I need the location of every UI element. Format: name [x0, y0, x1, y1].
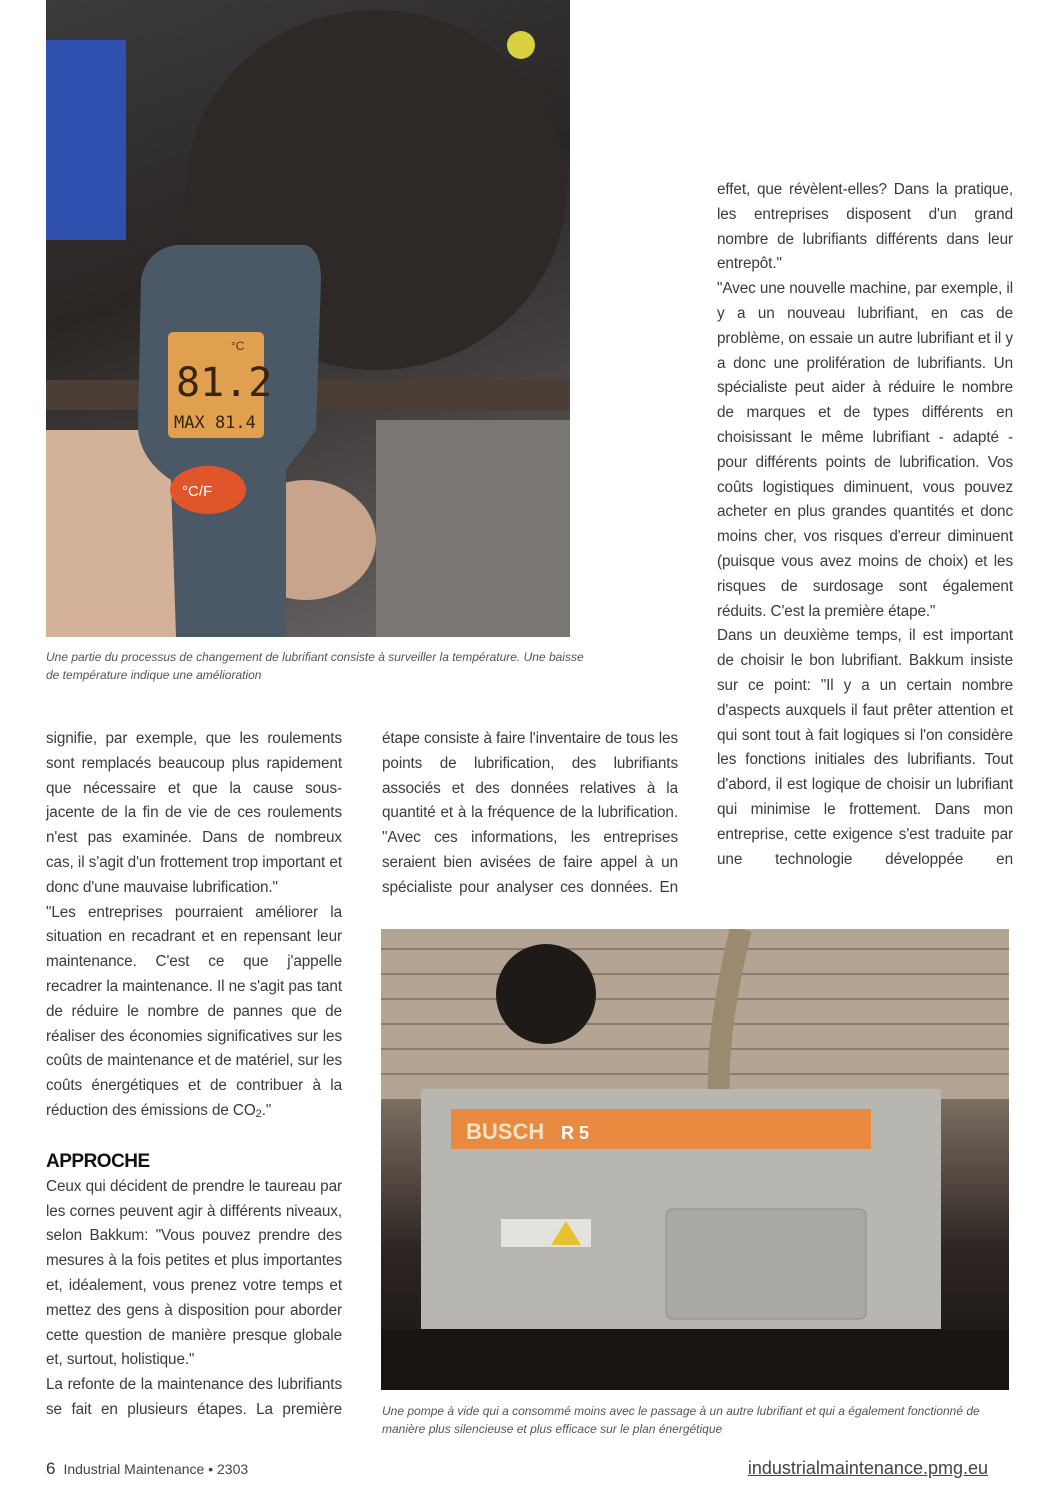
- photo-caption-thermometer: Une partie du processus de changement de lubrifiant consiste à surveiller la température. Une baisse de température indique une amélioration: [46, 650, 584, 682]
- paragraph: [46, 901, 342, 1127]
- thermometer-photo: [46, 0, 570, 637]
- subscript: 2: [255, 1107, 262, 1120]
- section-heading: APPROCHE: [46, 1150, 150, 1172]
- vacuum-pump-photo: [381, 929, 1009, 1390]
- pump-brand-label: BUSCH: [466, 1119, 545, 1144]
- pump-model-label: R 5: [561, 1123, 590, 1143]
- unit-toggle-label: °C/F: [182, 483, 213, 500]
- article-column-2: [382, 727, 678, 901]
- paragraph: effet, que révèlent-elles? Dans la pratique, les entreprises disposent d'un grand nombre de lubrifiants différents dans leur entrepôt.": [717, 181, 1013, 273]
- paragraph: étape consiste à faire l'inventaire de tous les points de lubrification, des lubrifiants associés et des données relatives à la quantité et à la fréquence de la lubrification. "Avec ces informations, les entreprises seraient bien avisées de faire appel à un spécialiste pour analyser ces données. En: [382, 730, 678, 896]
- article-column-1: [46, 727, 342, 1423]
- display-max: MAX 81.4: [174, 413, 256, 433]
- paragraph: "Avec une nouvelle machine, par exemple, il y a un nouveau lubrifiant, en cas de problème, on essaie un autre lubrifiant et il y a donc une prolifération de lubrifiants. Un spécialiste peut aider à réduire le nombre de marques et de types différents en choisissant le même lubrifiant - adapté - pour différents points de lubrification. Vos coûts logistiques diminuent, vous pouvez acheter en plus grandes quantités et donc moins cher, vos risques d'erreur diminuent (puisque vous avez moins de choix) et les risques de surdosage sont également réduits. C'est la première étape.": [717, 280, 1013, 620]
- paragraph: signifie, par exemple, que les roulements sont remplacés beaucoup plus rapidement que nécessaire et que la cause sous-jacente de la fin de vie de ces roulements n'est pas examinée. Dans de nombreux cas, il s'agit d'un frottement trop important et donc d'une mauvaise lubrification.": [46, 730, 342, 896]
- paragraph: Dans un deuxième temps, il est important de choisir le bon lubrifiant. Bakkum insiste sur ce point: "Il y a un certain nombre d'aspects auxquels il faut prêter attention et qui sont tout à fait logiques si l'on considère les fonctions initiales des lubrifiants. Tout d'abord, il est logique de choisir un lubrifiant qui minimise le frottement. Dans mon entreprise, cette exigence s'est traduite par une technologie développée en: [717, 627, 1013, 868]
- display-reading: 81.2: [176, 360, 273, 406]
- page-number: 6: [46, 1459, 56, 1478]
- thermometer-photo-illustration: [46, 0, 570, 637]
- footer-publication: [46, 1459, 248, 1479]
- paragraph-text: "Les entreprises pourraient améliorer la situation en recadrant et en repensant leur maintenance. C'est ce que j'appelle recadrer la maintenance. Il ne s'agit pas tant de réduire le nombre de pannes que de réaliser des économies significatives sur les coûts de maintenance et de matériel, sur les coûts énergétiques et de contribuer à la réduction des émissions de CO: [46, 903, 342, 1119]
- website-link[interactable]: industrialmaintenance.pmg.eu: [747, 1458, 988, 1478]
- photo-caption-pump: Une pompe à vide qui a consommé moins avec le passage à un autre lubrifiant et qui a également fonctionné de manière plus silencieuse et plus efficace sur le plan énergétique: [382, 1404, 980, 1436]
- paragraph: Ceux qui décident de prendre le taureau par les cornes peuvent agir à différents niveaux, selon Bakkum: "Vous pouvez prendre des mesures à la fois petites et plus importantes et, idéalement, vous prenez votre temps et mettez des gens à disposition pour aborder cette question de manière presque globale et, surtout, holistique.": [46, 1177, 342, 1369]
- paragraph-text: .": [261, 1101, 272, 1119]
- paragraph: La refonte de la maintenance des lubrifiants se fait en plusieurs étapes. La première: [46, 1376, 342, 1418]
- article-column-3: [717, 178, 1013, 872]
- display-unit: °C: [231, 339, 245, 353]
- publication-name: Industrial Maintenance • 2303: [63, 1461, 249, 1477]
- blue-motor: [46, 40, 126, 240]
- vacuum-pump-illustration: [381, 929, 1009, 1390]
